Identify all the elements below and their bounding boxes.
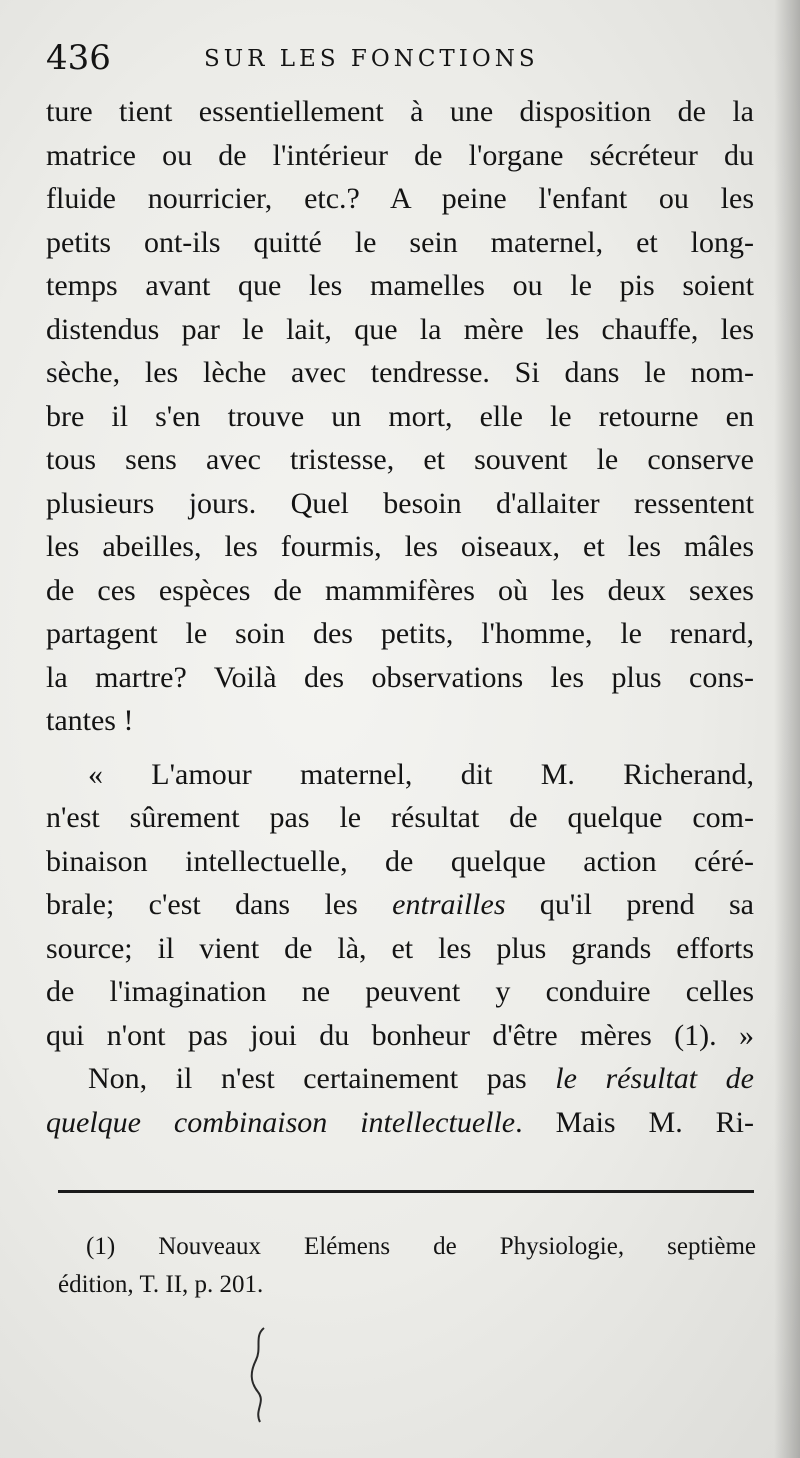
text-line <box>46 1101 754 1145</box>
footnote <box>58 1228 756 1304</box>
text-line: distendus par le lait, que la mère les chauffe, les <box>46 312 754 346</box>
text-line: petits ont-ils quitté le sein maternel, et long- <box>46 225 754 259</box>
footnote-rule <box>58 1190 754 1193</box>
paragraph-1 <box>46 90 754 743</box>
text-line: la martre? Voilà des observations les plus cons- <box>46 660 754 694</box>
text-line: matrice ou de l'intérieur de l'organe sécréteur du <box>46 138 754 172</box>
page-number: 436 <box>46 38 111 78</box>
text-line: bre il s'en trouve un mort, elle le retourne en <box>46 399 754 433</box>
text-line: plusieurs jours. Quel besoin d'allaiter ressentent <box>46 486 754 520</box>
paragraph-3 <box>46 1057 754 1144</box>
text-line <box>46 1057 754 1101</box>
page-header <box>46 38 754 78</box>
text-line: les abeilles, les fourmis, les oiseaux, et les mâles <box>46 530 754 563</box>
footnote-line: édition, T. II, p. 201. <box>58 1271 264 1298</box>
italic-word: entrailles <box>392 888 506 921</box>
paragraph-gap <box>46 743 754 753</box>
text-run: brale; c'est dans les <box>46 888 393 921</box>
body-text <box>46 90 754 1144</box>
text-line: de ces espèces de mammifères où les deux sexes <box>46 573 754 607</box>
text-run: qu'il prend sa <box>505 888 754 921</box>
text-run: . Mais M. Ri- <box>515 1105 754 1139</box>
italic-phrase: le résultat de <box>555 1062 754 1095</box>
text-line: tantes ! <box>46 704 134 737</box>
text-line: qui n'ont pas joui du bonheur d'être mères (1). » <box>46 1018 754 1052</box>
italic-phrase: quelque combinaison intellectuelle <box>46 1105 516 1139</box>
ink-mark <box>236 1326 276 1426</box>
text-line: source; il vient de là, et les plus grands efforts <box>46 931 754 965</box>
running-head: SUR LES FONCTIONS <box>204 46 539 72</box>
text-line: fluide nourricier, etc.? A peine l'enfant ou les <box>46 182 754 215</box>
text-line <box>46 883 754 927</box>
text-line: « L'amour maternel, dit M. Richerand, <box>88 757 754 791</box>
text-line: tous sens avec tristesse, et souvent le conserve <box>46 443 754 476</box>
text-line: ture tient essentiellement à une disposition de la <box>46 95 754 128</box>
text-line: sèche, les lèche avec tendresse. Si dans le nom- <box>46 356 754 389</box>
text-line: de l'imagination ne peuvent y conduire celles <box>46 975 754 1008</box>
footnote-line: (1) Nouveaux Elémens de Physiologie, septième <box>86 1233 756 1260</box>
text-line: partagent le soin des petits, l'homme, le renard, <box>46 617 754 650</box>
text-line: n'est sûrement pas le résultat de quelque com- <box>46 801 754 834</box>
text-run: Non, il n'est certainement pas <box>88 1062 556 1095</box>
spine-shadow <box>774 0 800 1458</box>
paragraph-2-quote <box>46 753 754 1058</box>
text-line: temps avant que les mamelles ou le pis soient <box>46 269 754 302</box>
text-line: binaison intellectuelle, de quelque action céré- <box>46 844 754 878</box>
